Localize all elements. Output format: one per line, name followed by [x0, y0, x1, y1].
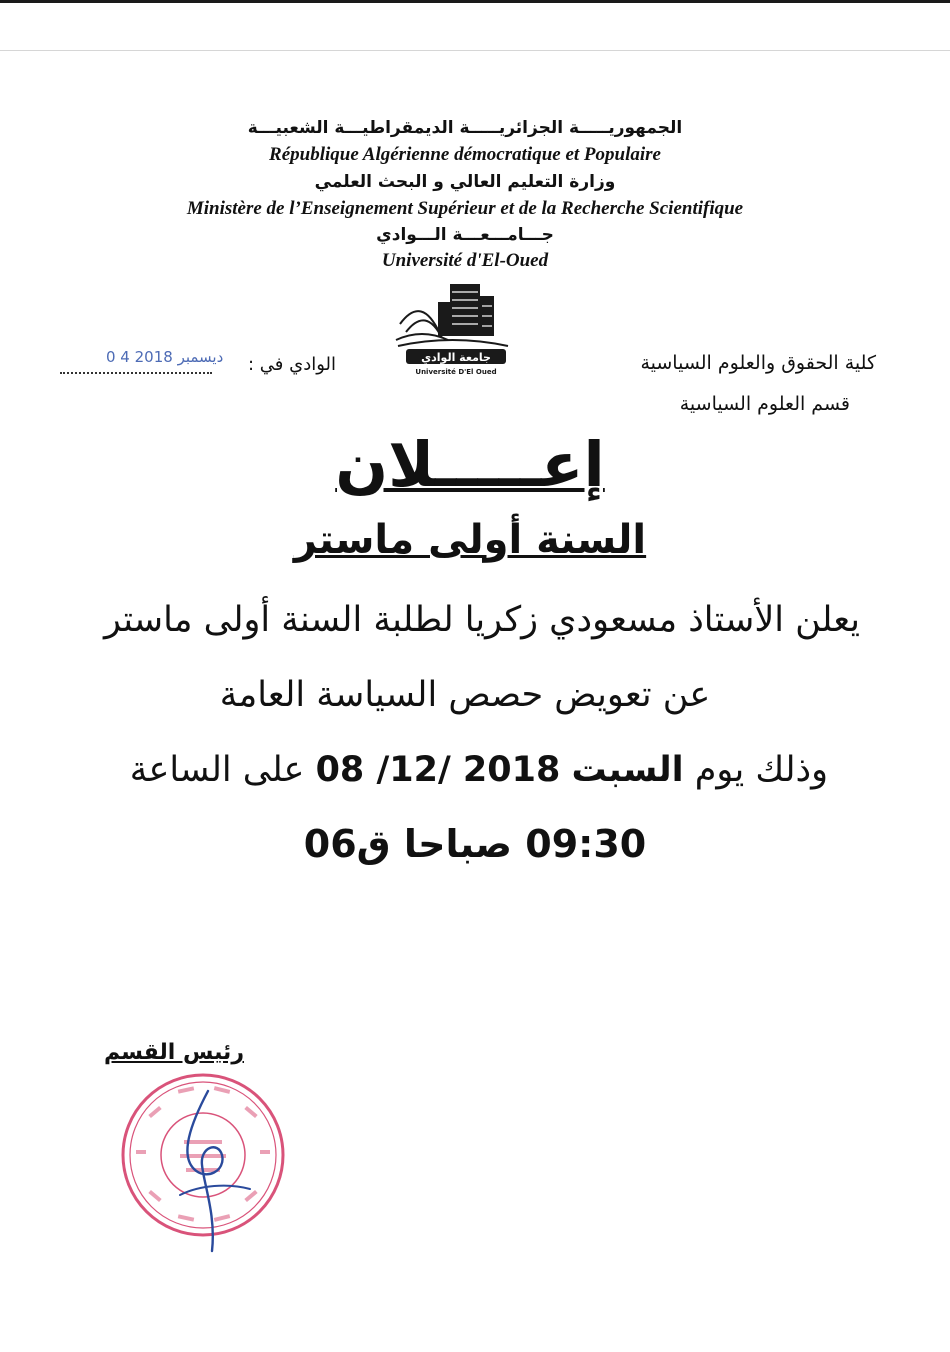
body-line-4: 09:30 صباحا ق06 — [303, 822, 647, 866]
ministry-ar: وزارة التعليم العالي و البحث العلمي — [314, 172, 616, 192]
body-day: السبت — [571, 750, 684, 790]
body-line-3-prefix: وذلك يوم — [694, 750, 828, 790]
body-line-2: عن تعويض حصص السياسة العامة — [219, 675, 711, 715]
body-line-3-suffix: على الساعة — [129, 750, 305, 790]
announcement-title: إعـــــلان — [335, 428, 605, 501]
university-logo — [392, 276, 522, 378]
announcement-subtitle: السنة أولى ماستر — [293, 517, 647, 563]
university-ar: جـــامـــعـــة الـــوادي — [376, 225, 554, 245]
body-date: 08 /12/ 2018 — [315, 750, 561, 790]
faculty-name: كلية الحقوق والعلوم السياسية — [640, 352, 876, 374]
scan-edge — [0, 0, 950, 3]
republic-fr: République Algérienne démocratique et Populaire — [269, 144, 661, 165]
republic-ar: الجمهوريـــــة الجزائريـــــة الديمقراطيـــة الشعبيـــة — [247, 118, 683, 138]
date-label: الوادي في : — [247, 354, 336, 375]
body-line-1: يعلن الأستاذ مسعودي زكريا لطلبة السنة أولى ماستر — [103, 600, 860, 640]
date-stamp: 0 4 ديسمبر 2018 — [106, 348, 224, 366]
date-line — [60, 348, 350, 382]
logo-name-fr: Université D'El Oued — [415, 368, 497, 376]
department-head-title: رئيس القسم — [104, 1040, 244, 1065]
signature — [150, 1085, 270, 1255]
body-line-3 — [130, 750, 828, 790]
scan-fold-line — [0, 50, 950, 51]
university-fr: Université d'El-Oued — [381, 250, 549, 271]
department-name: قسم العلوم السياسية — [679, 393, 850, 415]
ministry-fr: Ministère de l’Enseignement Supérieur et de la Recherche Scientifique — [186, 198, 744, 219]
logo-name-ar: جامعة الوادي — [421, 351, 491, 364]
